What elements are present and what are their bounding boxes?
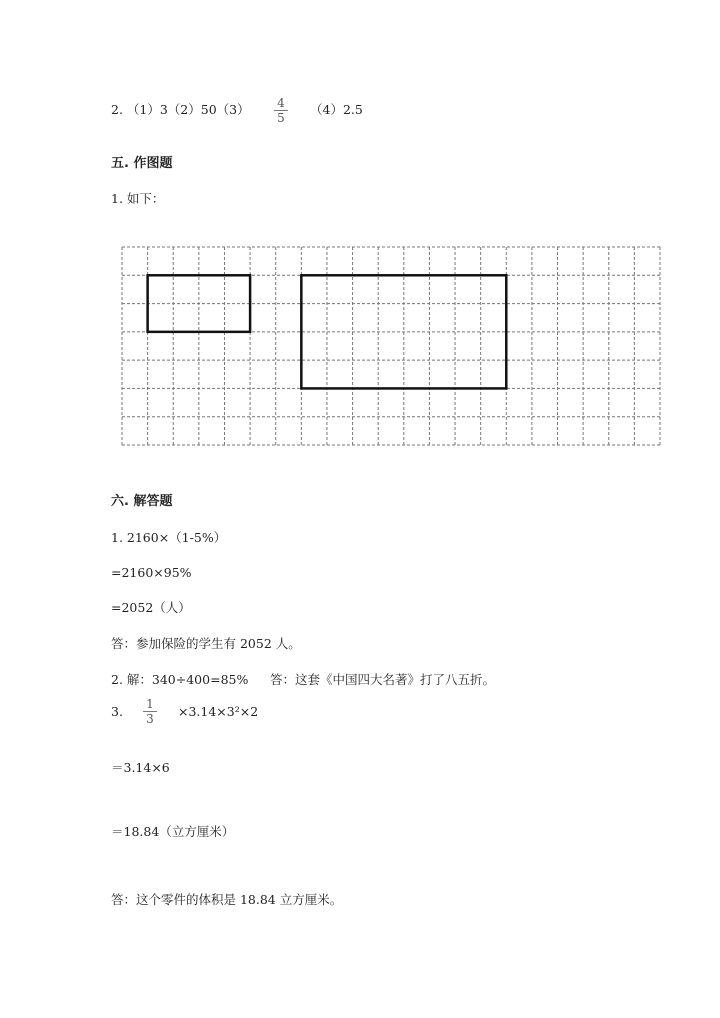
solution-line: ×3.14×3²×2 bbox=[178, 704, 259, 719]
drawing-grid bbox=[0, 0, 720, 460]
solution-line: 答：这个零件的体积是 18.84 立方厘米。 bbox=[111, 892, 343, 907]
solution-line: 2. 解：340÷400=85% bbox=[111, 672, 249, 687]
solution-line: =2052（人） bbox=[111, 600, 191, 615]
solution-line: ＝3.14×6 bbox=[111, 760, 170, 775]
answer-text: （4）2.5 bbox=[310, 102, 363, 117]
numerator: 1 bbox=[143, 697, 157, 712]
solution-line: 答：参加保险的学生有 2052 人。 bbox=[111, 636, 301, 651]
numerator: 4 bbox=[274, 96, 288, 111]
question-label: 1. 如下： bbox=[111, 191, 165, 206]
section-title: 六. 解答题 bbox=[111, 494, 173, 509]
question-label: 3. bbox=[111, 704, 123, 719]
solution-line: ＝18.84（立方厘米） bbox=[111, 824, 235, 839]
solution-line: =2160×95% bbox=[111, 565, 192, 580]
denominator: 3 bbox=[146, 712, 154, 726]
solution-line: 答：这套《中国四大名著》打了八五折。 bbox=[270, 672, 496, 687]
solution-line: 1. 2160×（1-5%） bbox=[111, 530, 227, 545]
section-title: 五. 作图题 bbox=[111, 156, 173, 171]
answer-text: 2. （1）3（2）50（3） bbox=[111, 102, 250, 117]
denominator: 5 bbox=[277, 111, 285, 125]
fraction bbox=[143, 697, 157, 726]
